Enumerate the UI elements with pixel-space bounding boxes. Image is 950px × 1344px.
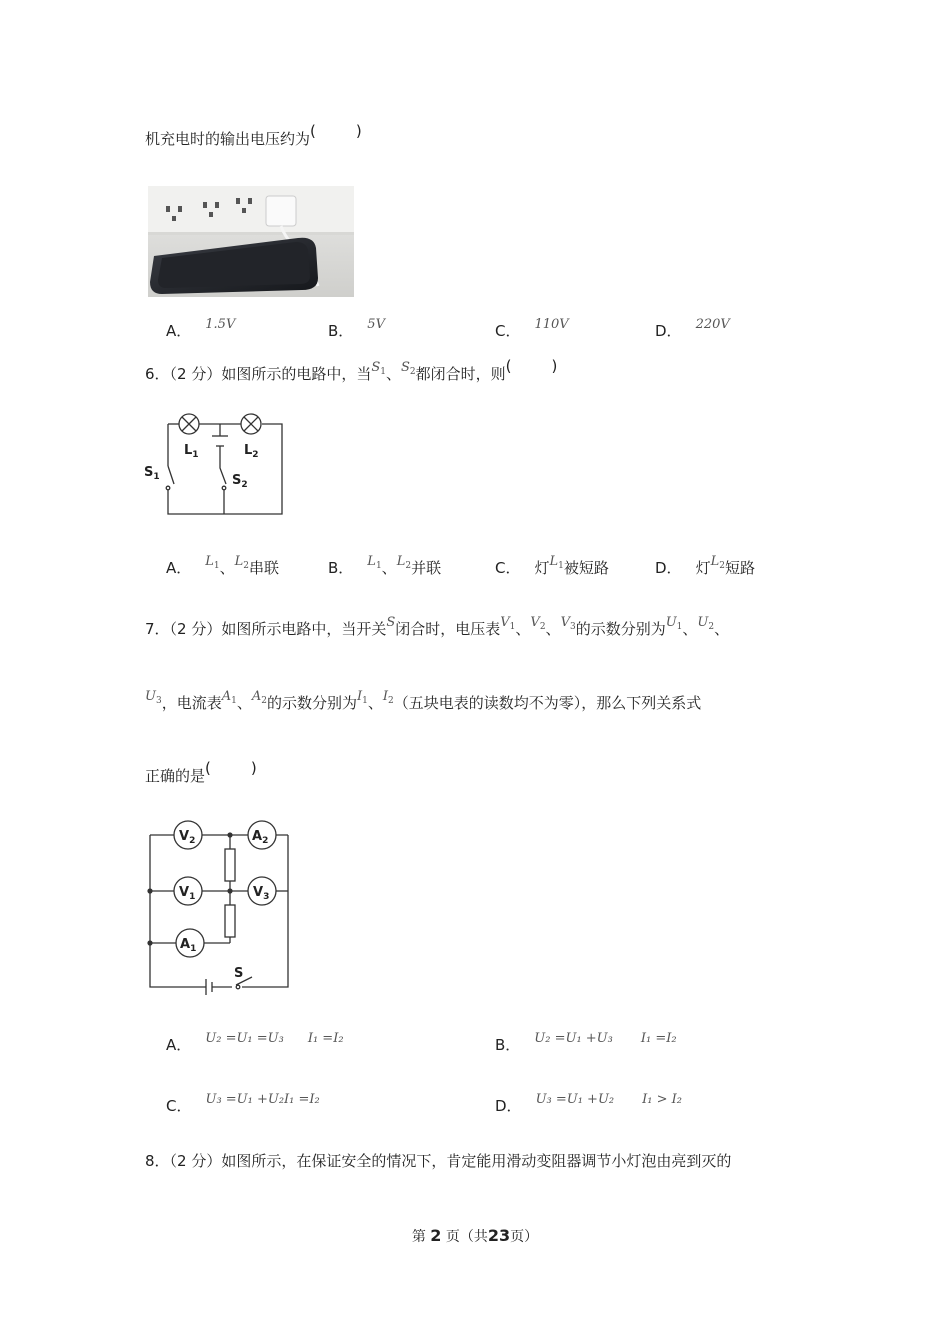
q5-stem: 机充电时的输出电压约为( ) — [145, 122, 362, 148]
q8-stem: 8．（2 分）如图所示，在保证安全的情况下，肯定能用滑动变阻器调节小灯泡由亮到灭的 — [145, 1152, 732, 1170]
q7-option-d[interactable]: D． U₃ =U₁ +U₂ I₁ > I₂ — [495, 1092, 682, 1115]
q6-option-d[interactable]: D． 灯$L_2$短路 — [655, 554, 755, 577]
q5-option-c[interactable]: C． 110V — [495, 317, 569, 340]
fig-meter-v2: $V_2$ — [179, 829, 196, 846]
q7-option-a[interactable]: A． U₂ =U₁ =U₃ I₁ =I₂ — [166, 1031, 344, 1054]
q7-stem-line1: 7．（2 分）如图所示电路中，当开关S闭合时，电压表$V_1$、$V_2$、$V_3$的示数分别为$U_1$、$U_2$、 — [145, 615, 730, 638]
q7-option-b[interactable]: B． U₂ =U₁ +U₃ I₁ =I₂ — [495, 1031, 677, 1054]
q6-option-c[interactable]: C． 灯$L_1$被短路 — [495, 554, 609, 577]
q6-stem: 6．（2 分）如图所示的电路中，当$S_1$、$S_2$都闭合时，则( ) — [145, 357, 558, 383]
fig-label-l1: $L_1$ — [184, 443, 199, 460]
q6-option-a[interactable]: A． $L_1$、$L_2$串联 — [166, 554, 280, 577]
q5-option-a[interactable]: A． 1.5V — [166, 317, 236, 340]
q6-circuit-diagram — [140, 406, 290, 525]
q5-option-d[interactable]: D． 220V — [655, 317, 730, 340]
fig-meter-v3: $V_3$ — [253, 885, 270, 902]
q7-circuit-diagram — [140, 815, 300, 1004]
phone-charging-photo — [148, 186, 354, 297]
fig-label-s1: $S_1$ — [144, 465, 160, 482]
fig-meter-a1: $A_1$ — [180, 937, 197, 954]
page-footer: 第 2 页（共23页） — [411, 1226, 539, 1245]
fig-meter-v1: $V_1$ — [179, 885, 196, 902]
q7-circuit-svg — [140, 815, 300, 1000]
page-total: 23 — [487, 1226, 511, 1245]
fig-switch-s: S — [234, 966, 244, 981]
phone-charging-image — [148, 186, 354, 297]
fig-label-l2: $L_2$ — [244, 443, 259, 460]
q7-option-c[interactable]: C． U₃ =U₁ +U₂I₁ =I₂ — [166, 1092, 320, 1115]
q7-stem-line3: 正确的是( ) — [145, 759, 257, 785]
fig-meter-a2: $A_2$ — [252, 829, 269, 846]
q6-circuit-svg — [140, 406, 290, 521]
fig-label-s2: $S_2$ — [232, 473, 248, 490]
q6-option-b[interactable]: B． $L_1$、$L_2$并联 — [328, 554, 442, 577]
q7-stem-line2: $U_3$，电流表$A_1$、$A_2$的示数分别为$I_1$、$I_2$（五块电表的读数均不为零），那么下列关系式 — [145, 689, 702, 712]
q5-option-b[interactable]: B． 5V — [328, 317, 385, 340]
page-number: 2 — [430, 1226, 442, 1245]
